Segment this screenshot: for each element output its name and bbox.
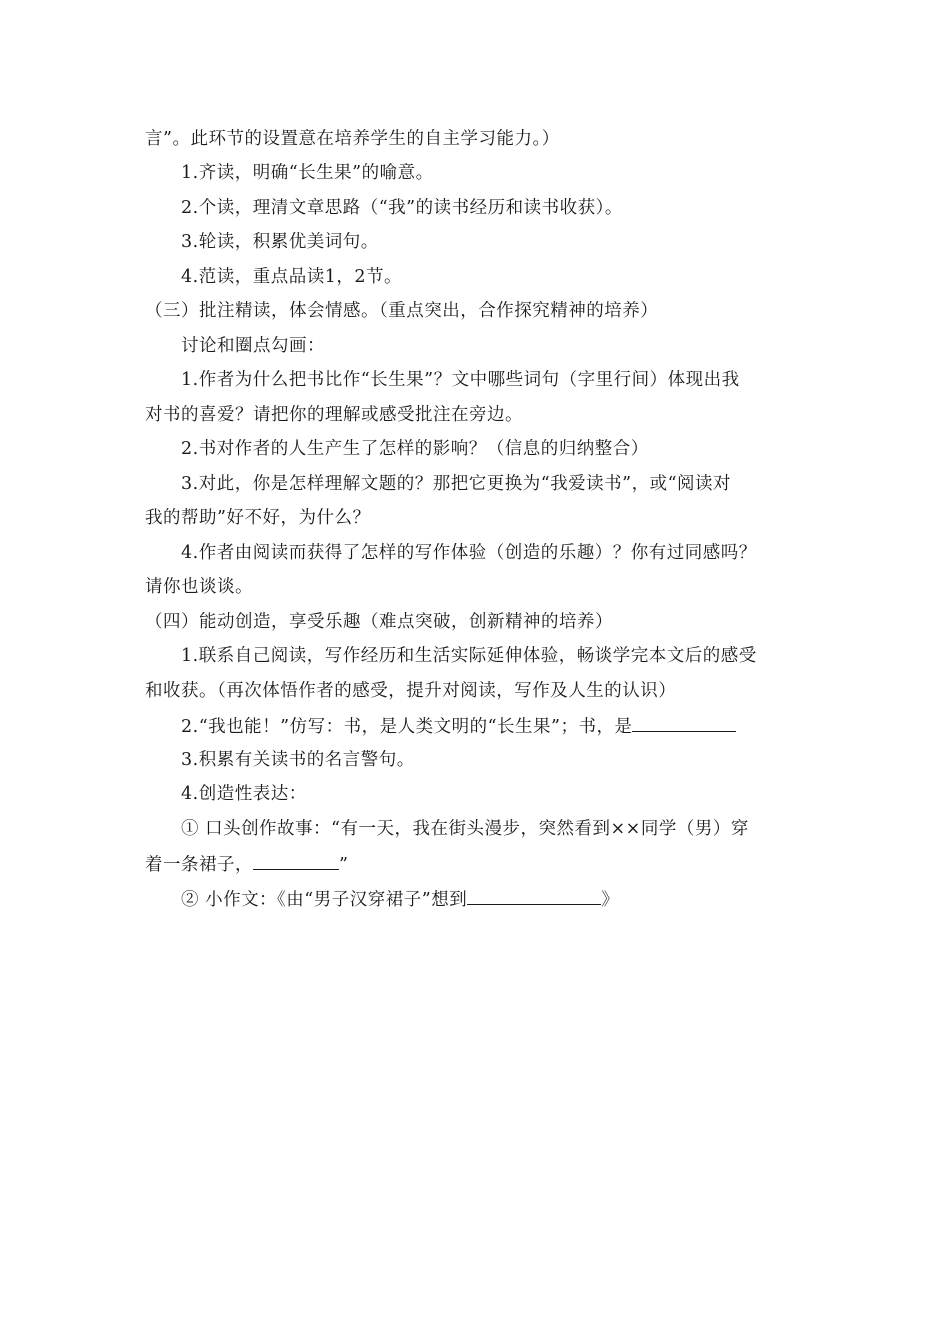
text-line: 1.作者为什么把书比作“长生果”？文中哪些词句（字里行间）体现出我 bbox=[181, 370, 740, 390]
text-line: 2.个读，理清文章思路（“我”的读书经历和读书收获）。 bbox=[181, 198, 623, 218]
text-segment: ② 小作文：《由“男子汉穿裙子”想到 bbox=[181, 890, 468, 910]
section-heading: （三）批注精读，体会情感。（重点突出，合作探究精神的培养） bbox=[145, 301, 659, 321]
fill-in-blank bbox=[632, 713, 736, 732]
text-line: 3.对此，你是怎样理解文题的？那把它更换为“我爱读书”，或“阅读对 bbox=[181, 474, 732, 494]
text-line: 对书的喜爱？请把你的理解或感受批注在旁边。 bbox=[145, 405, 523, 425]
text-line: 1.联系自己阅读，写作经历和生活实际延伸体验，畅谈学完本文后的感受 bbox=[181, 646, 757, 666]
section-heading: （四）能动创造，享受乐趣（难点突破，创新精神的培养） bbox=[145, 612, 613, 632]
text-line: 言”。此环节的设置意在培养学生的自主学习能力。） bbox=[145, 129, 560, 149]
text-segment: 2.“我也能！”仿写：书，是人类文明的“长生果”；书，是 bbox=[181, 717, 633, 737]
text-line: 请你也谈谈。 bbox=[145, 577, 253, 597]
fill-in-blank bbox=[253, 851, 339, 870]
text-line: 2.书对作者的人生产生了怎样的影响？（信息的归纳整合） bbox=[181, 439, 649, 459]
text-line: 4.作者由阅读而获得了怎样的写作体验（创造的乐趣）？你有过同感吗？ bbox=[181, 543, 757, 563]
text-segment: ” bbox=[339, 855, 349, 875]
text-line-with-blank bbox=[181, 713, 736, 739]
text-line: 4.范读，重点品读1，2节。 bbox=[181, 267, 402, 287]
text-line: ① 口头创作故事：“有一天，我在街头漫步，突然看到××同学（男）穿 bbox=[181, 819, 749, 839]
text-line: 1.齐读，明确“长生果”的喻意。 bbox=[181, 163, 434, 183]
text-line: 4.创造性表达： bbox=[181, 784, 307, 804]
text-line-with-blank bbox=[145, 851, 348, 877]
text-line: 和收获。（再次体悟作者的感受，提升对阅读，写作及人生的认识） bbox=[145, 681, 677, 701]
text-line: 3.轮读，积累优美词句。 bbox=[181, 232, 379, 252]
text-line: 讨论和圈点勾画： bbox=[181, 336, 325, 356]
fill-in-blank bbox=[467, 886, 601, 905]
text-segment: 》 bbox=[601, 890, 620, 910]
text-line: 我的帮助”好不好，为什么？ bbox=[145, 508, 371, 528]
text-line-with-blank bbox=[181, 886, 619, 912]
text-segment: 着一条裙子， bbox=[145, 855, 253, 875]
text-line: 3.积累有关读书的名言警句。 bbox=[181, 750, 415, 770]
